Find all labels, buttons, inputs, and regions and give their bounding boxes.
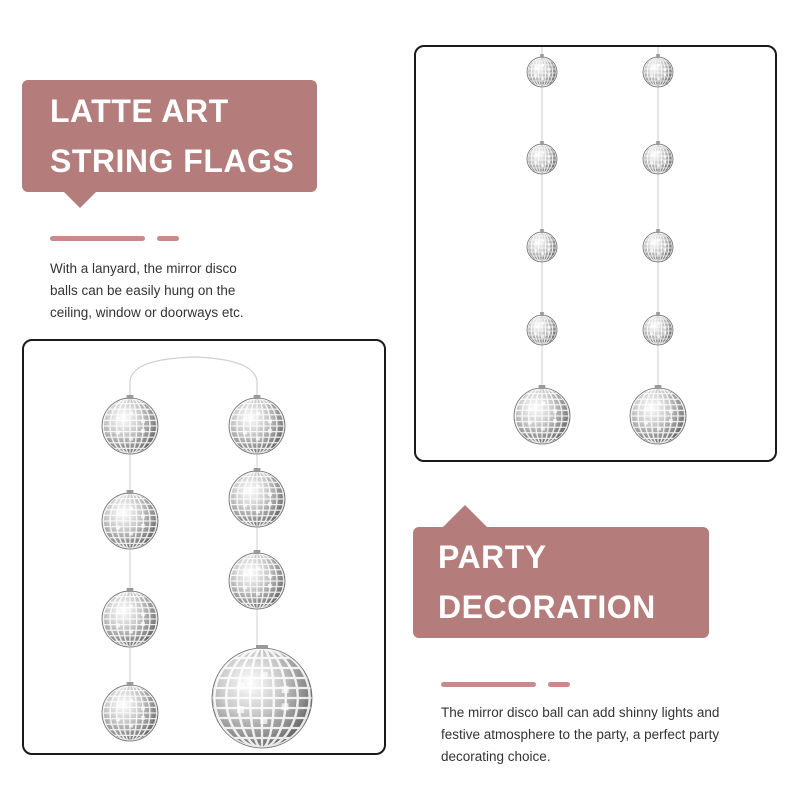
disco-ball-icon [527, 229, 557, 262]
accent-bar-short [157, 236, 179, 241]
description-line-3: ceiling, window or doorways etc. [50, 305, 244, 320]
description-line-2: balls can be easily hung on the [50, 283, 236, 298]
heading-line-2: STRING FLAGS [50, 143, 295, 179]
heading-tag-latte-art [22, 80, 317, 192]
accent-bar-long [50, 236, 145, 241]
description-bottom [441, 702, 719, 768]
disco-ball-icon [630, 385, 686, 444]
product-photo-bottom [22, 339, 386, 755]
disco-ball-icon [229, 550, 285, 609]
description-top [50, 258, 244, 324]
disco-ball-strings-bottom [24, 341, 386, 755]
heading-line-1: LATTE ART [50, 93, 229, 129]
disco-ball-icon [102, 490, 158, 549]
accent-bar-long [441, 682, 536, 687]
product-photo-top [414, 45, 777, 462]
disco-ball-icon [643, 141, 673, 174]
accent-bar-short [548, 682, 570, 687]
description-line-3: decorating choice. [441, 749, 551, 764]
heading-line-2: DECORATION [438, 589, 656, 625]
disco-ball-icon [643, 54, 673, 87]
disco-ball-icon [229, 468, 285, 527]
disco-ball-icon [643, 312, 673, 345]
heading-tag-party-decoration [413, 527, 709, 638]
description-line-1: The mirror disco ball can add shinny lights and [441, 705, 720, 720]
disco-ball-icon [102, 588, 158, 647]
disco-ball-icon [527, 141, 557, 174]
disco-ball-strings-top [416, 47, 777, 462]
disco-ball-icon [229, 395, 285, 454]
disco-ball-icon [102, 395, 158, 454]
disco-ball-icon [514, 385, 570, 444]
disco-ball-icon [102, 682, 158, 741]
disco-ball-icon [527, 54, 557, 87]
description-line-2: festive atmosphere to the party, a perfect party [441, 727, 720, 742]
heading-line-1: PARTY [438, 539, 547, 575]
description-line-1: With a lanyard, the mirror disco [50, 261, 237, 276]
disco-ball-icon [212, 645, 312, 748]
disco-ball-icon [527, 312, 557, 345]
disco-ball-icon [643, 229, 673, 262]
